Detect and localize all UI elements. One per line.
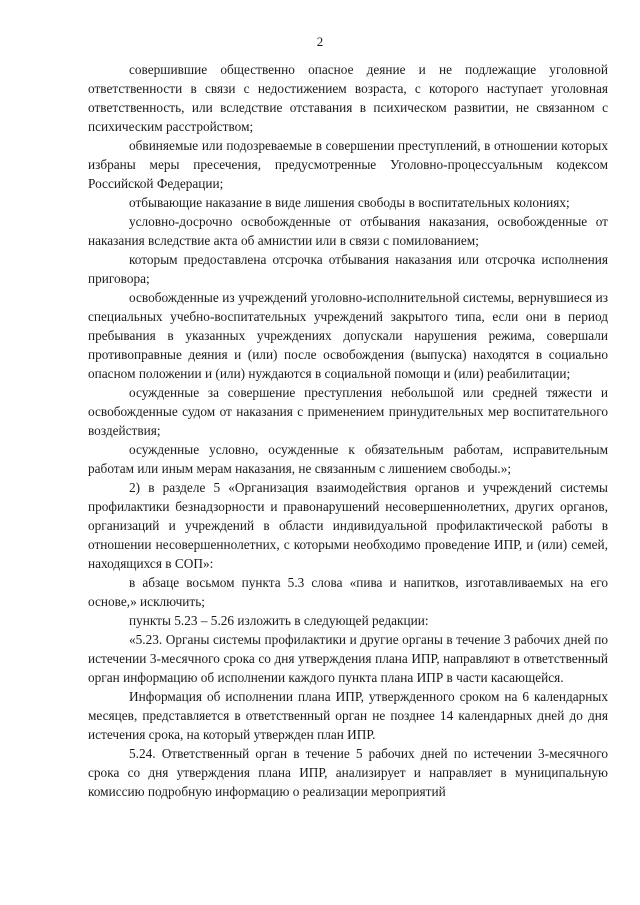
paragraph: обвиняемые или подозреваемые в совершении преступлений, в отношении которых избраны меры пресечения, предусмотренные Уголовно-процессуальным кодексом Российской Федерации; [88,138,608,191]
paragraph: в абзаце восьмом пункта 5.3 слова «пива и напитков, изготавливаемых на его основе,» исключить; [88,575,608,609]
paragraph: пункты 5.23 – 5.26 изложить в следующей редакции: [129,613,429,628]
paragraph: совершившие общественно опасное деяние и не подлежащие уголовной ответственности в связи с недостижением возраста, с которого наступает уголовная ответственность, или вследствие отставания в психическом развитии, не связанном с психическим расстройством; [88,62,608,134]
paragraph: освобожденные из учреждений уголовно-исполнительной системы, вернувшиеся из специальных учебно-воспитательных учреждений закрытого типа, если они в период пребывания в указанных учреждениях допускали нарушения режима, совершали противоправные деяния и (или) после освобождения (выпуска) находятся в социально опасном положении и (или) нуждаются в социальной помощи и (или) реабилитации; [88,290,608,381]
paragraph: 5.24. Ответственный орган в течение 5 рабочих дней по истечении 3-месячного срока со дня утверждения плана ИПР, анализирует и направляет в муниципальную комиссию подробную информацию о реализации мероприятий [88,746,608,799]
paragraph: которым предоставлена отсрочка отбывания наказания или отсрочка исполнения приговора; [88,252,608,286]
page-number: 2 [316,34,324,49]
paragraph: отбывающие наказание в виде лишения свободы в воспитательных колониях; [129,195,570,210]
paragraph: осужденные условно, осужденные к обязательным работам, исправительным работам или иным мерам наказания, не связанным с лишением свободы.»; [88,442,608,476]
paragraph: 2) в разделе 5 «Организация взаимодействия органов и учреждений системы профилактики безнадзорности и правонарушений несовершеннолетних, других органов, организаций и учреждений в области индивидуальной профилактической работы в отношении несовершеннолетних, с которыми необходимо проведение ИПР, и (или) семей, находящихся в СОП»: [88,480,608,571]
document-body [88,60,608,801]
paragraph: условно-досрочно освобожденные от отбывания наказания, освобожденные от наказания вследствие акта об амнистии или в связи с помилованием; [88,214,608,248]
paragraph: осужденные за совершение преступления небольшой или средней тяжести и освобожденные судом от наказания с применением принудительных мер воспитательного воздействия; [88,385,608,438]
paragraph: «5.23. Органы системы профилактики и другие органы в течение 3 рабочих дней по истечении 3-месячного срока со дня утверждения плана ИПР, направляют в ответственный орган информацию об исполнении каждого пункта плана ИПР в части касающейся. [88,632,608,685]
paragraph: Информация об исполнении плана ИПР, утвержденного сроком на 6 календарных месяцев, представляется в ответственный орган не позднее 14 календарных дней до дня истечения срока, на который утвержден план ИПР. [88,689,608,742]
